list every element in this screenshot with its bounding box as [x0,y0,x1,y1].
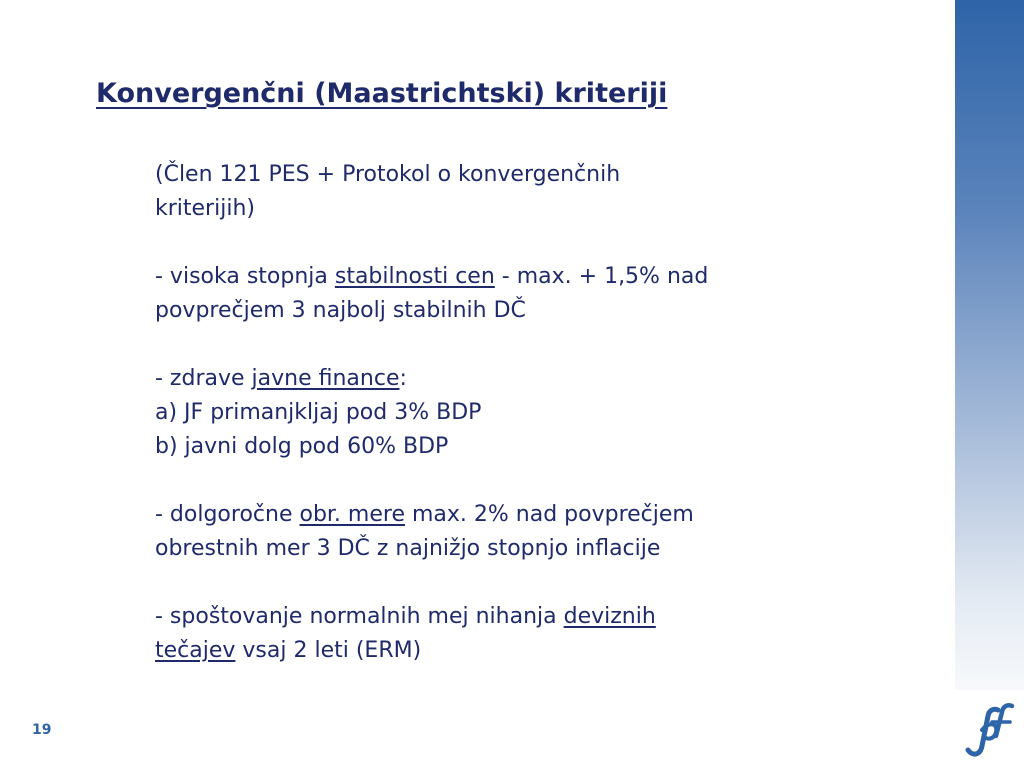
spacer [155,328,925,362]
intro-text [155,158,925,226]
criterion-1-line-2: povprečjem 3 najbolj stabilnih DČ [155,298,526,323]
side-gradient-band [955,0,1024,690]
criterion-4-suffix: vsaj 2 leti (ERM) [235,638,422,663]
criterion-2-prefix: - zdrave [155,366,252,391]
criterion-interest-rates [155,498,925,566]
slide-content [155,158,925,668]
criterion-2-item-a: a) JF primanjkljaj pod 3% BDP [155,400,482,425]
price-stability-link[interactable]: stabilnosti cen [334,264,495,289]
spacer [155,566,925,600]
public-finance-link[interactable]: javne finance [251,366,400,391]
intro-line-2: kriterijih) [155,196,255,221]
spacer [155,226,925,260]
criterion-price-stability [155,260,925,328]
pf-logo-icon [958,700,1018,762]
criterion-2-suffix: : [399,366,407,391]
criterion-exchange-rates [155,600,925,668]
page-number: 19 [32,722,52,738]
criterion-3-prefix: - dolgoročne [155,502,300,527]
criterion-public-finance [155,362,925,464]
spacer [155,464,925,498]
criterion-3-line-2: obrestnih mer 3 DČ z najnižjo stopnjo inflacije [155,536,661,561]
intro-line-1: (Člen 121 PES + Protokol o konvergenčnih [155,162,621,187]
criterion-1-suffix: - max. + 1,5% nad [494,264,709,289]
criterion-3-suffix: max. 2% nad povprečjem [404,502,694,527]
exchange-rates-link[interactable]: deviznih [563,604,656,629]
criterion-1-prefix: - visoka stopnja [155,264,335,289]
criterion-2-item-b: b) javni dolg pod 60% BDP [155,434,449,459]
criterion-4-prefix: - spoštovanje normalnih mej nihanja [155,604,564,629]
interest-rates-link[interactable]: obr. mere [299,502,405,527]
slide-title: Konvergenčni (Maastrichtski) kriteriji [96,78,668,109]
exchange-rates-link-continued[interactable]: tečajev [155,638,236,663]
